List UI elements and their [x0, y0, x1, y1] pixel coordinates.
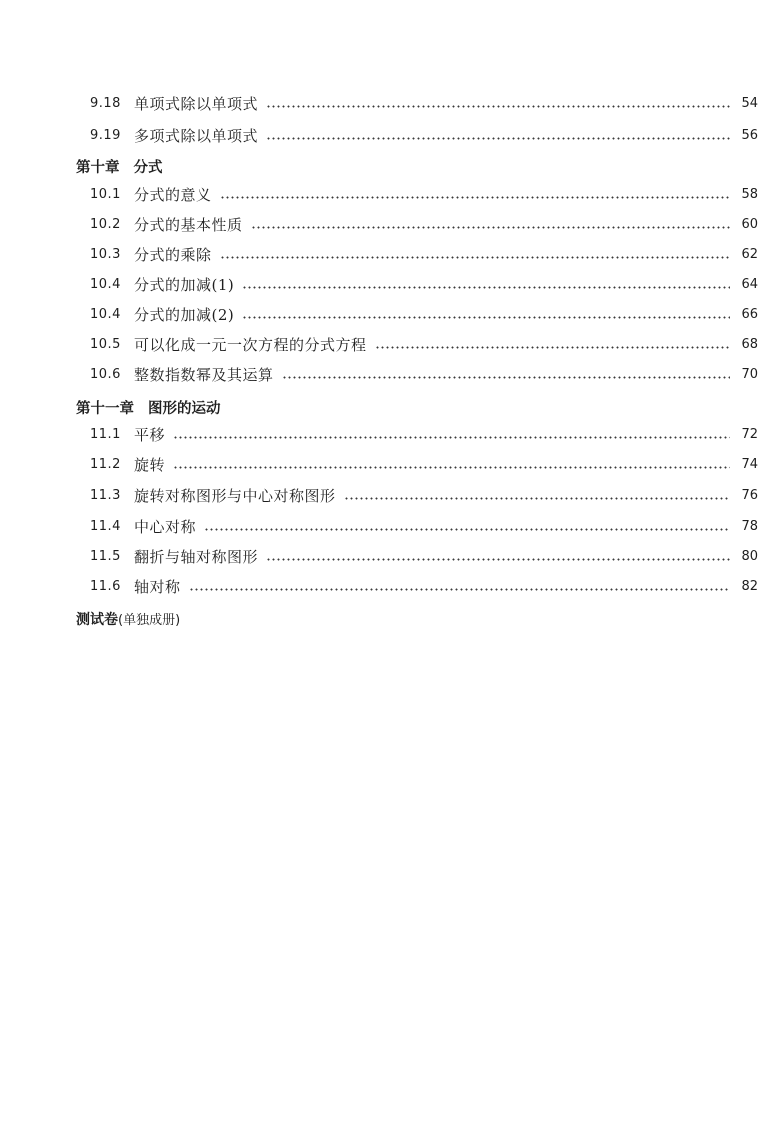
dot-leader: [375, 346, 730, 349]
page-number: 70: [741, 367, 758, 382]
dot-leader: [242, 286, 730, 289]
section-number: 9.18: [90, 96, 121, 111]
page-number: 64: [741, 277, 758, 292]
test-booklet-note: [76, 608, 180, 632]
toc-entry[interactable]: [90, 453, 758, 477]
toc-entry[interactable]: [90, 213, 758, 237]
toc-entry[interactable]: [90, 423, 758, 447]
chapter-title: 图形的运动: [148, 401, 221, 417]
toc-entry[interactable]: [90, 575, 758, 599]
section-number: 10.6: [90, 367, 121, 382]
page-number: 58: [741, 187, 758, 202]
dot-leader: [204, 528, 730, 531]
page-number: 56: [741, 128, 758, 143]
dot-leader: [242, 316, 730, 319]
toc-entry[interactable]: [90, 273, 758, 297]
page-number: 80: [741, 549, 758, 564]
dot-leader: [266, 105, 730, 108]
test-booklet-note-text: (单独成册): [118, 613, 181, 628]
dot-leader: [344, 497, 730, 500]
page-number: 82: [741, 579, 758, 594]
toc-entry[interactable]: [90, 333, 758, 357]
chapter-heading: [76, 397, 221, 421]
section-number: 10.5: [90, 337, 121, 352]
dot-leader: [173, 436, 730, 439]
section-number: 11.3: [90, 488, 121, 503]
section-title: 分式的基本性质: [134, 216, 243, 234]
section-title: 可以化成一元一次方程的分式方程: [134, 336, 367, 354]
section-title: 分式的意义: [134, 186, 212, 204]
section-number: 11.6: [90, 579, 121, 594]
page-number: 76: [741, 488, 758, 503]
toc-entry[interactable]: [90, 303, 758, 327]
page-number: 60: [741, 217, 758, 232]
chapter-title: 分式: [133, 160, 163, 176]
dot-leader: [282, 376, 730, 379]
dot-leader: [266, 137, 730, 140]
section-title: 旋转: [134, 456, 166, 474]
section-title: 分式的加减(1): [134, 276, 235, 294]
section-title: 中心对称: [134, 518, 197, 536]
page-number: 68: [741, 337, 758, 352]
section-title: 旋转对称图形与中心对称图形: [134, 487, 336, 505]
chapter-number: 第十章: [76, 160, 120, 176]
dot-leader: [251, 226, 730, 229]
toc-entry[interactable]: [90, 545, 758, 569]
toc-entry[interactable]: [90, 243, 758, 267]
toc-entry[interactable]: [90, 515, 758, 539]
section-number: 11.2: [90, 457, 121, 472]
toc-entry[interactable]: [90, 124, 758, 148]
dot-leader: [220, 196, 730, 199]
section-number: 9.19: [90, 128, 121, 143]
page-number: 74: [741, 457, 758, 472]
section-number: 11.1: [90, 427, 121, 442]
section-title: 多项式除以单项式: [134, 127, 259, 145]
section-title: 分式的加减(2): [134, 306, 235, 324]
chapter-number: 第十一章: [76, 401, 134, 417]
section-title: 分式的乘除: [134, 246, 212, 264]
toc-entry[interactable]: [90, 363, 758, 387]
test-booklet-label: 测试卷: [76, 612, 118, 628]
section-title: 平移: [134, 426, 166, 444]
section-title: 整数指数幂及其运算: [134, 366, 274, 384]
dot-leader: [173, 466, 730, 469]
section-title: 单项式除以单项式: [134, 95, 259, 113]
dot-leader: [266, 558, 730, 561]
page-number: 54: [741, 96, 758, 111]
dot-leader: [220, 256, 730, 259]
section-number: 10.3: [90, 247, 121, 262]
section-number: 11.4: [90, 519, 121, 534]
section-number: 10.4: [90, 277, 121, 292]
toc-entry[interactable]: [90, 484, 758, 508]
dot-leader: [189, 588, 730, 591]
section-title: 翻折与轴对称图形: [134, 548, 259, 566]
section-number: 10.1: [90, 187, 121, 202]
toc-entry[interactable]: [90, 92, 758, 116]
section-number: 10.2: [90, 217, 121, 232]
section-number: 10.4: [90, 307, 121, 322]
section-number: 11.5: [90, 549, 121, 564]
toc-entry[interactable]: [90, 183, 758, 207]
chapter-heading: [76, 156, 163, 180]
page-number: 78: [741, 519, 758, 534]
page-number: 72: [741, 427, 758, 442]
page-number: 66: [741, 307, 758, 322]
page-number: 62: [741, 247, 758, 262]
section-title: 轴对称: [134, 578, 181, 596]
